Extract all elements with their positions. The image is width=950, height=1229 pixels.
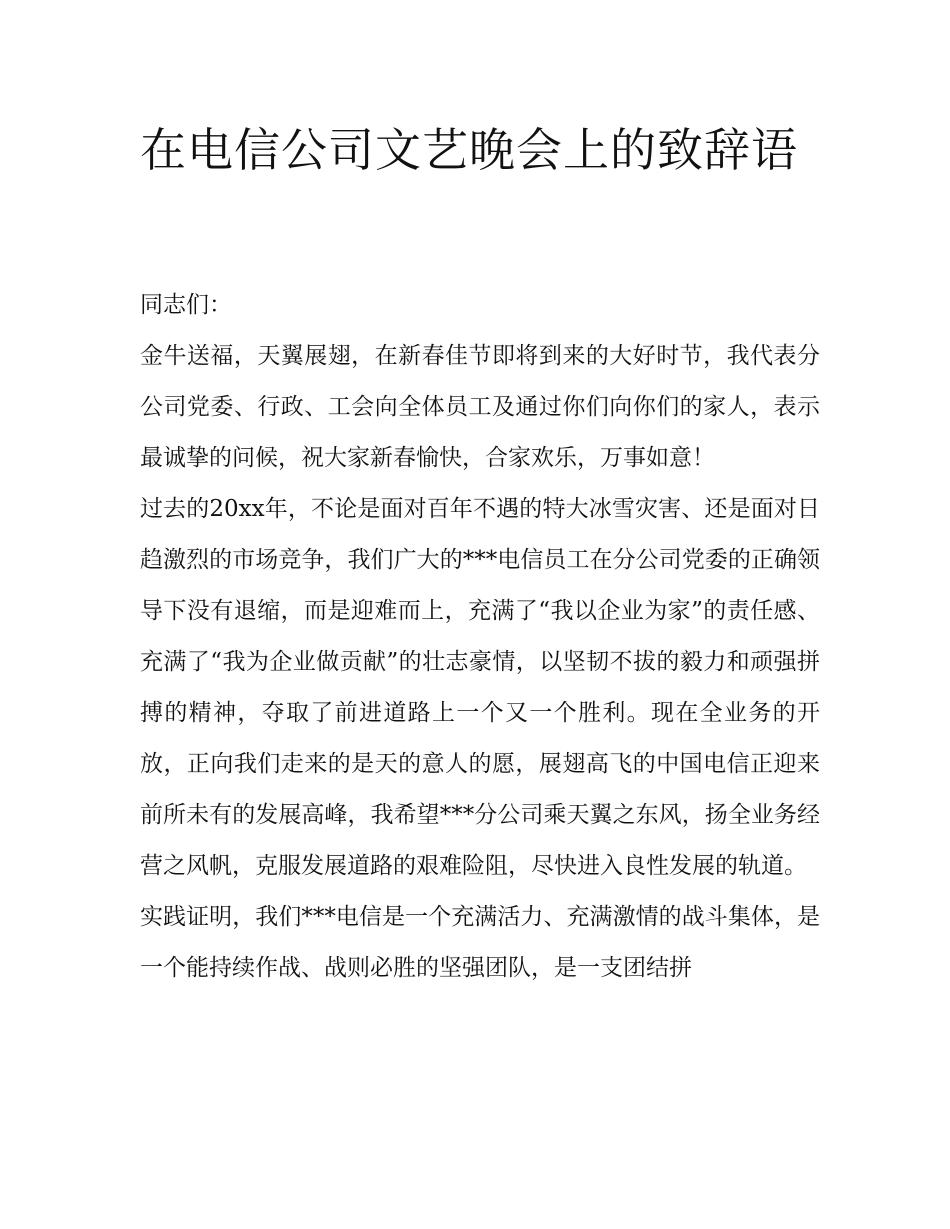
salutation: 同志们： <box>140 292 232 318</box>
paragraph: 实践证明，我们***电信是一个充满活力、充满激情的战斗集体，是一个能持续作战、战则必胜的坚强团队，是一支团结拼 <box>140 904 820 981</box>
document-title: 在电信公司文艺晚会上的致辞语 <box>140 123 798 177</box>
document-body <box>140 280 820 994</box>
paragraph: 金牛送福，天翼展翅，在新春佳节即将到来的大好时节，我代表分公司党委、行政、工会向全体员工及通过你们向你们的家人，表示最诚挚的问候，祝大家新春愉快，合家欢乐，万事如意！ <box>140 343 820 471</box>
paragraph: 过去的20xx年，不论是面对百年不遇的特大冰雪灾害、还是面对日趋激烈的市场竞争，我们广大的***电信员工在分公司党委的正确领导下没有退缩，而是迎难而上，充满了“我以企业为家”的责任感、充满了“我为企业做贡献”的壮志豪情，以坚韧不拔的毅力和顽强拼搏的精神，夺取了前进道路上一个又一个胜利。现在全业务的开放，正向我们走来的是天的意人的愿，展翅高飞的中国电信正迎来前所未有的发展高峰，我希望***分公司乘天翼之东风，扬全业务经营之风帆，克服发展道路的艰难险阻，尽快进入良性发展的轨道。 <box>140 496 820 879</box>
